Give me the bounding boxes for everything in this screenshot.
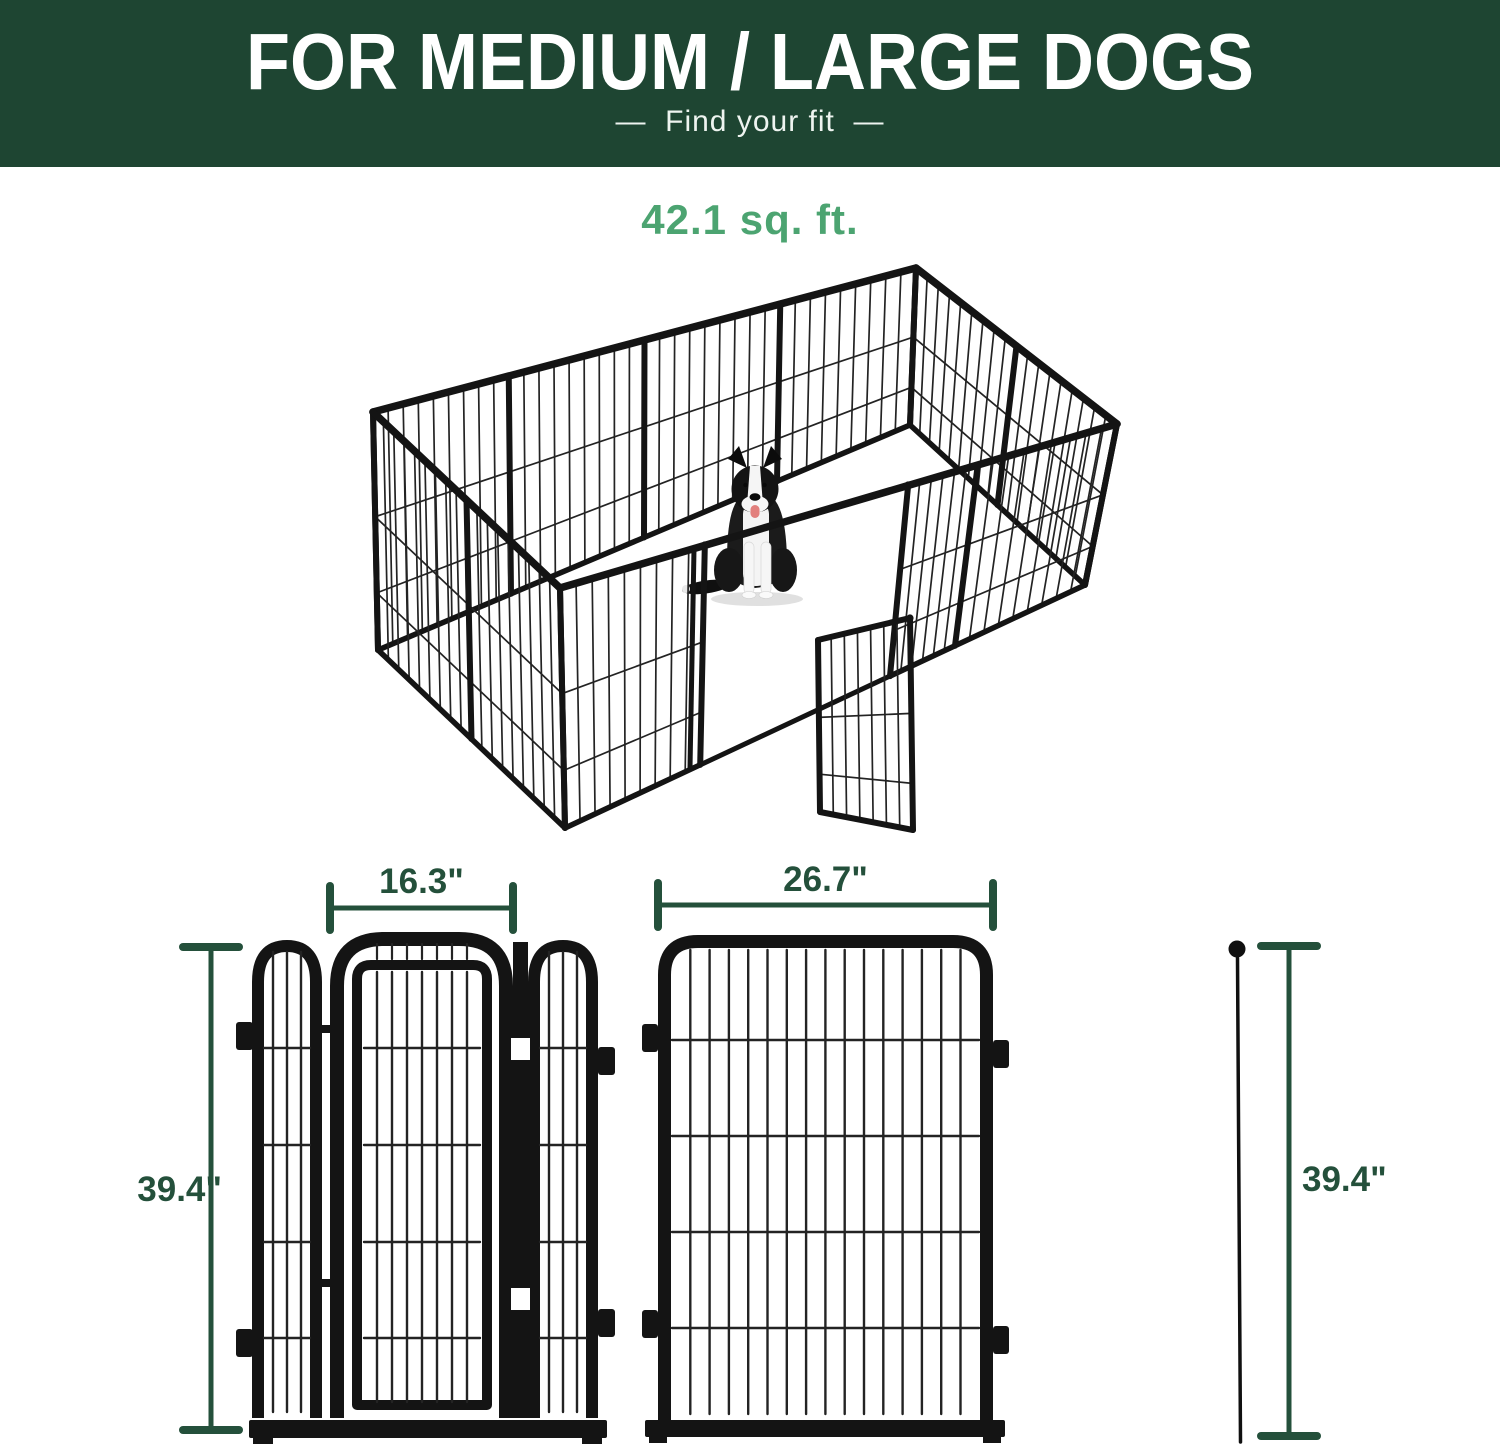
panel-width-dimension-label: 26.7" — [783, 860, 868, 899]
page-title: FOR MEDIUM / LARGE DOGS — [246, 17, 1254, 106]
panel-height-dimension-label: 39.4" — [137, 1170, 222, 1209]
area-size-label: 42.1 sq. ft. — [641, 196, 859, 243]
dog-illustration — [681, 446, 803, 606]
gate-width-dimension-label: 16.3" — [379, 862, 464, 901]
panel-dimension-diagrams — [236, 939, 1246, 1444]
page-subtitle: — Find your fit — — [615, 105, 885, 138]
stake-height-dimension-label: 39.4" — [1302, 1160, 1387, 1199]
